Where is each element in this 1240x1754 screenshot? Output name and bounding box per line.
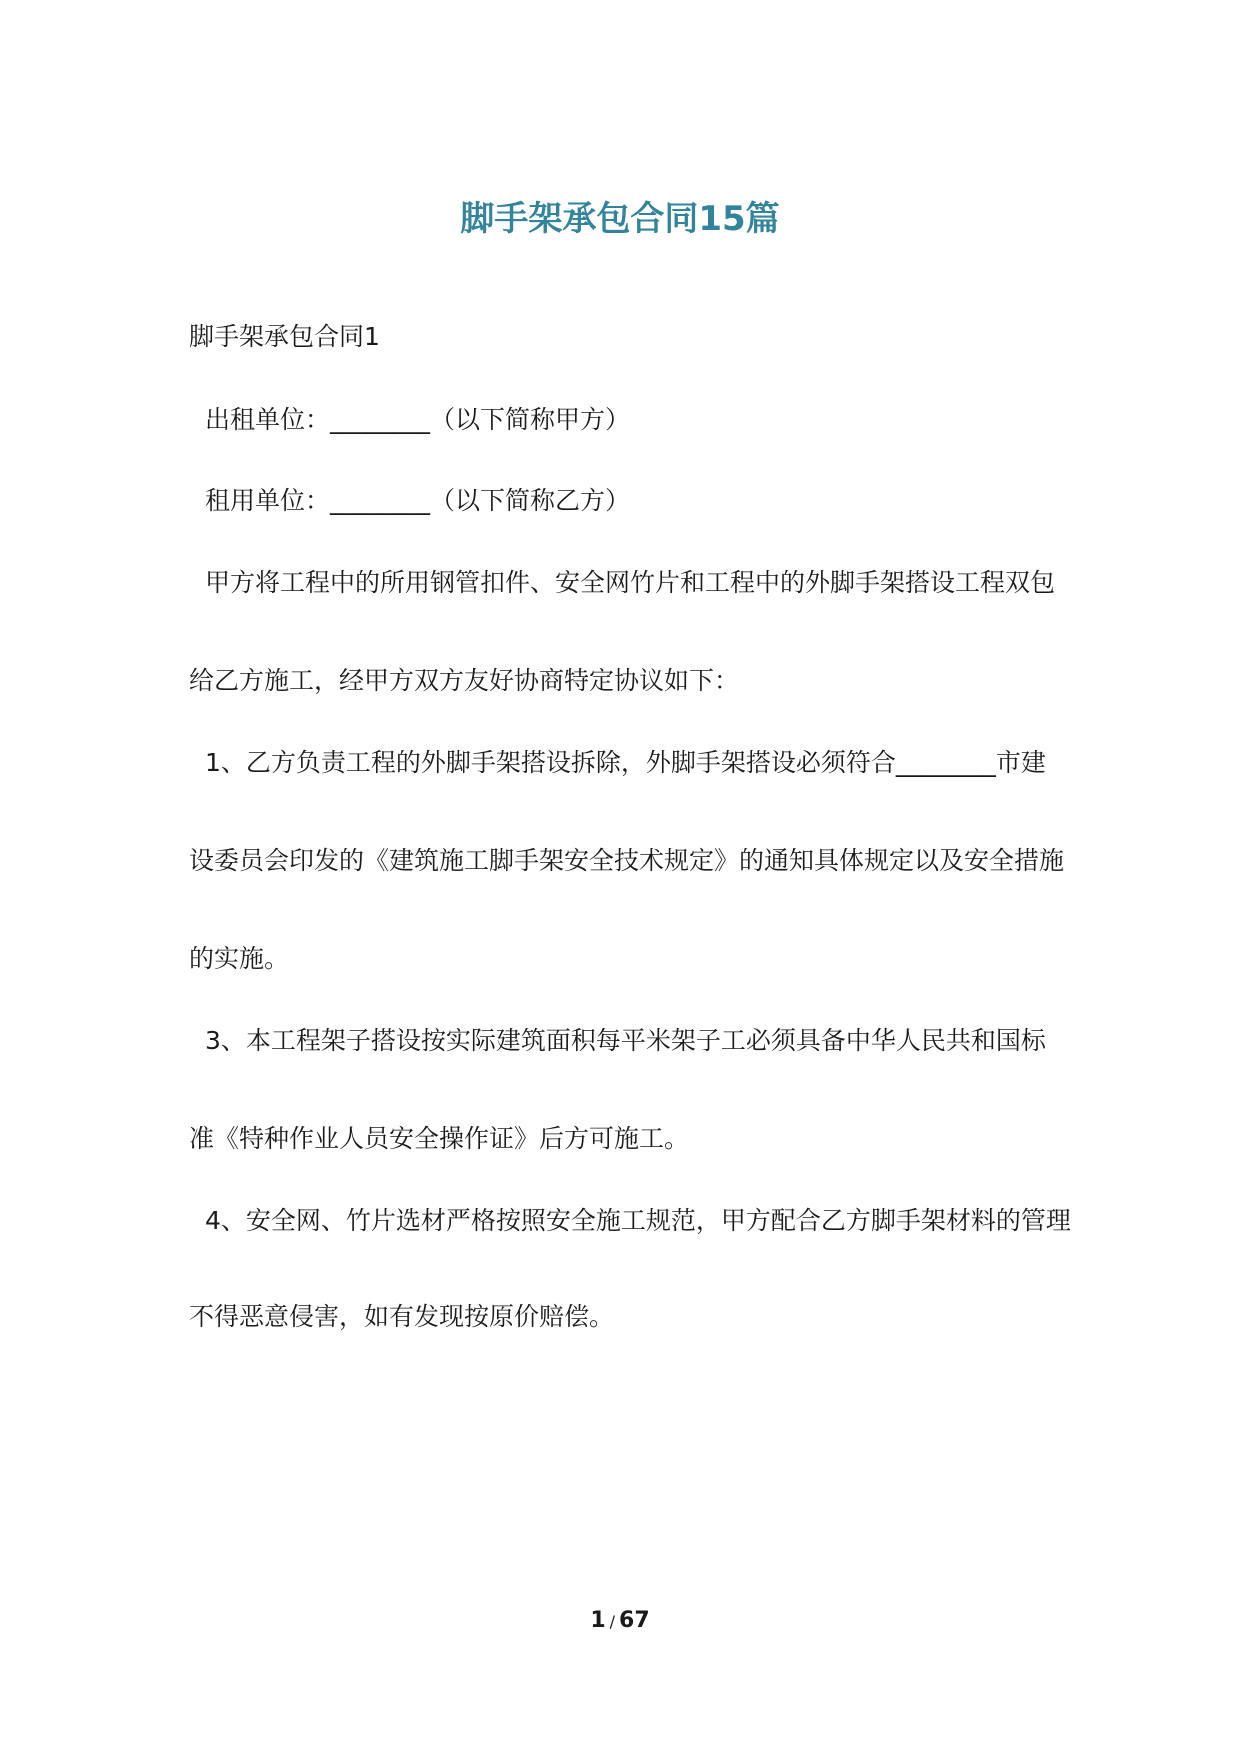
paragraph-intro-line-1: 甲方将工程中的所用钢管扣件、安全网竹片和工程中的外脚手架搭设工程双包: [205, 568, 1056, 597]
page-number: [0, 1607, 1240, 1636]
clause-1-line-3: 的实施。: [189, 944, 290, 973]
clause-4-line-2: 不得恶意侵害，如有发现按原价赔偿。: [189, 1302, 615, 1331]
clause-1-line-1: 1、乙方负责工程的外脚手架搭设拆除，外脚手架搭设必须符合________市建: [205, 748, 1046, 777]
clause-4-line-1: 4、安全网、竹片选材严格按照安全施工规范，甲方配合乙方脚手架材料的管理: [205, 1206, 1071, 1235]
paragraph-intro-line-2: 给乙方施工，经甲方双方友好协商特定协议如下：: [189, 666, 740, 695]
page-separator: /: [609, 1612, 616, 1631]
paragraph-lessee: 租用单位：________（以下简称乙方）: [205, 486, 631, 515]
page-total: 67: [619, 1608, 650, 1633]
section-heading: 脚手架承包合同1: [189, 322, 380, 351]
document-title: 脚手架承包合同15篇: [460, 199, 780, 239]
clause-1-line-2: 设委员会印发的《建筑施工脚手架安全技术规定》的通知具体规定以及安全措施: [189, 846, 1065, 875]
page-current: 1: [590, 1608, 606, 1633]
clause-3-line-1: 3、本工程架子搭设按实际建筑面积每平米架子工必须具备中华人民共和国标: [205, 1026, 1046, 1055]
clause-3-line-2: 准《特种作业人员安全操作证》后方可施工。: [189, 1124, 690, 1153]
paragraph-lessor: 出租单位：________（以下简称甲方）: [205, 405, 631, 434]
